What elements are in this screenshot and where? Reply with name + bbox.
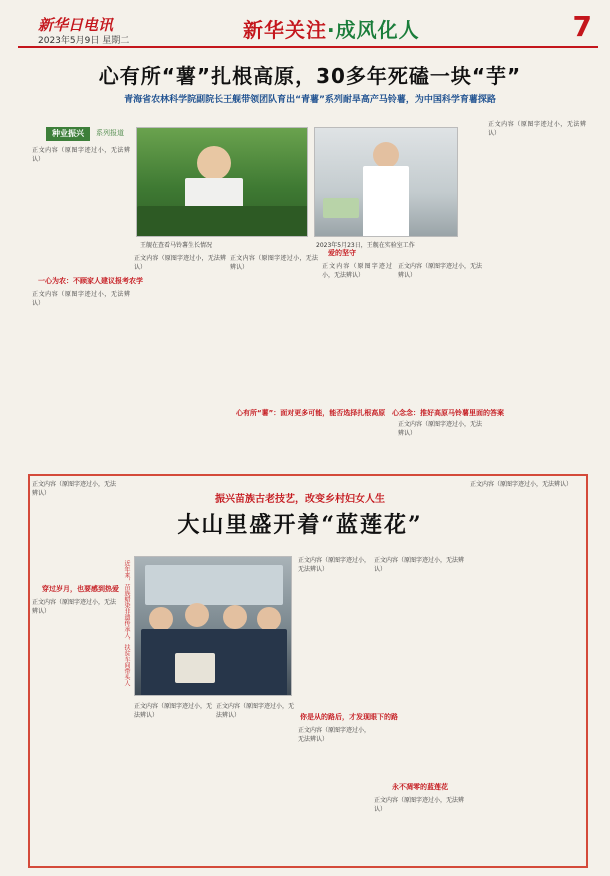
lead-body-col4: 正文内容（原图字迹过小，无法辨认） [322,263,392,279]
feature-vertical-caption: 近年来，苗族蜡染非遗传承人、扶贫车间带头人 [123,560,130,686]
photo2-caption: 2023年5月23日，王舰在实验室工作 [316,242,415,249]
feature-body-col4b: 正文内容（原图字迹过小，无法辨认） [298,727,370,743]
section-title-sub: ·成风化人 [327,18,420,42]
lead-subheadline: 青海省农林科学院副院长王舰带领团队育出“青薯”系列耐旱高产马铃薯，为中国科学育薯探路 [124,95,496,105]
feature-body-col1: 正文内容（原图字迹过小，无法辨认） [32,599,116,615]
feature-body-col3: 正文内容（原图字迹过小，无法辨认） [216,703,294,719]
page-section-title [243,14,420,43]
page-number: 7 [572,10,592,43]
lead-body-col1-top: 正文内容（原图字迹过小，无法辨认） [32,147,130,163]
lead-body-col1: 正文内容（原图字迹过小，无法辨认） [32,291,130,307]
lead-section-head-2: 心有所“薯”：面对更多可能，能否选择扎根高原 [236,409,386,417]
feature-kicker: 振兴苗族古老技艺，改变乡村妇女人生 [215,494,385,505]
feature-section-head-3: 永不凋零的蓝莲花 [392,783,448,791]
lead-body-col5b: 正文内容（原图字迹过小，无法辨认） [398,421,482,437]
photo-artisans-group [134,556,292,696]
column-note: 系列报道 [96,129,124,137]
lead-section-head-3: 爱的坚守 [328,249,356,257]
feature-section-head-2: 你是从的路后，才发现眼下的路 [300,713,398,721]
lead-body-col2: 正文内容（原图字迹过小，无法辨认） [134,255,226,271]
masthead [18,10,598,48]
lead-body-col3: 正文内容（原图字迹过小，无法辨认） [230,255,318,271]
lead-body-col5: 正文内容（原图字迹过小，无法辨认） [398,263,482,279]
feature-body-col2: 正文内容（原图字迹过小，无法辨认） [134,703,212,719]
paper-name: 新华日电讯 [38,16,114,34]
photo1-caption: 王舰在查看马铃薯生长情况 [140,242,213,249]
feature-section-head-1: 穿过岁月，也要感到热爱 [42,585,119,593]
feature-body-col1-top: 正文内容（原图字迹过小，无法辨认） [32,481,116,497]
feature-body-col6: 正文内容（原图字迹过小，无法辨认） [470,481,573,488]
section-title-main: 新华关注 [243,18,327,42]
feature-headline: 大山里盛开着“蓝莲花” [177,512,423,538]
issue-date: 2023年5月9日 星期二 [38,36,130,46]
lead-section-head-1: 一心为农：不顾家人建议报考农学 [38,277,143,285]
feature-body-col4: 正文内容（原图字迹过小，无法辨认） [298,557,370,573]
photo-lab-work [314,127,458,237]
photo-researcher-in-field [136,127,308,237]
feature-body-col5: 正文内容（原图字迹过小，无法辨认） [374,557,464,573]
column-badge: 种业振兴 [46,127,90,141]
lead-body-col6: 正文内容（原图字迹过小，无法辨认） [488,121,586,137]
lead-headline: 心有所“薯”扎根高原，30多年死磕一块“芋” [98,64,522,88]
feature-body-col5b: 正文内容（原图字迹过小，无法辨认） [374,797,464,813]
lead-section-head-4: 心念念：推好高原马铃薯里面的答案 [392,409,504,417]
